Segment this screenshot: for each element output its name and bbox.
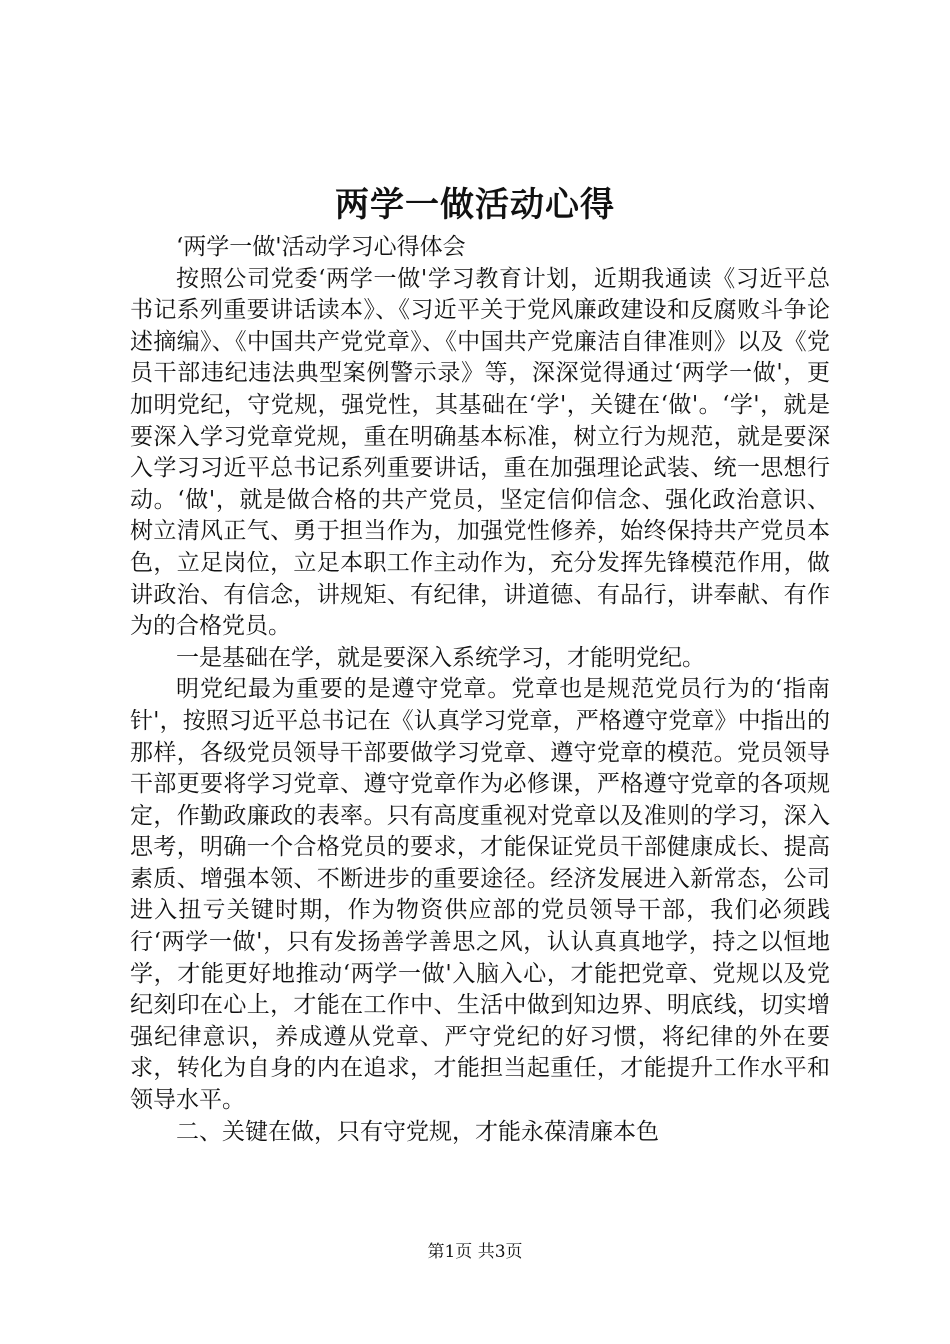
paragraph-intro: 按照公司党委‘两学一做'学习教育计划，近期我通读《习近平总书记系列重要讲话读本》、《习近平关于党风廉政建设和反腐败斗争论述摘编》、《中国共产党党章》、《中国共产党廉洁自律准则》以及《党员干部违纪违法典型案例警示录》等，深深觉得通过‘两学一做'，更加明党纪，守党规，强党性，其基础在‘学'，关键在‘做'。‘学'，就是要深入学习党章党规，重在明确基本标准，树立行为规范，就是要深入学习习近平总书记系列重要讲话，重在加强理论武装、统一思想行动。‘做'，就是做合格的共产党员，坚定信仰信念、强化政治意识、树立清风正气、勇于担当作为，加强党性修养，始终保持共产党员本色，立足岗位，立足本职工作主动作为，充分发挥先锋模范作用，做讲政治、有信念，讲规矩、有纪律，讲道德、有品行，讲奉献、有作为的合格党员。 (130, 265, 830, 640)
document-title: 两学一做活动心得 (335, 185, 615, 225)
paragraph-section-one-body: 明党纪最为重要的是遵守党章。党章也是规范党员行为的‘指南针'，按照习近平总书记在《认真学习党章，严格遵守党章》中指出的那样，各级党员领导干部要做学习党章、遵守党章的模范。党员领导干部更要将学习党章、遵守党章作为必修课，严格遵守党章的各项规定，作勤政廉政的表率。只有高度重视对党章以及准则的学习，深入思考，明确一个合格党员的要求，才能保证党员干部健康成长、提高素质、增强本领、不断进步的重要途径。经济发展进入新常态，公司进入扭亏关键时期，作为物资供应部的党员领导干部，我们必须践行‘两学一做'，只有发扬善学善思之风，认认真真地学，持之以恒地学，才能更好地推动‘两学一做'入脑入心，才能把党章、党规以及党纪刻印在心上，才能在工作中、生活中做到知边界、明底线，切实增强纪律意识，养成遵从党章、严守党纪的好习惯，将纪律的外在要求，转化为自身的内在追求，才能担当起重任，才能提升工作水平和领导水平。 (130, 676, 830, 1114)
paragraph-subtitle: ‘两学一做'活动学习心得体会 (176, 234, 466, 260)
document-body (130, 232, 830, 1148)
paragraph-section-one-heading: 一是基础在学，就是要深入系统学习，才能明党纪。 (176, 644, 705, 671)
page-footer: 第1页 共3页 (427, 1242, 523, 1262)
paragraph-section-two-heading: 二、关键在做，只有守党规，才能永葆清廉本色 (176, 1118, 659, 1145)
